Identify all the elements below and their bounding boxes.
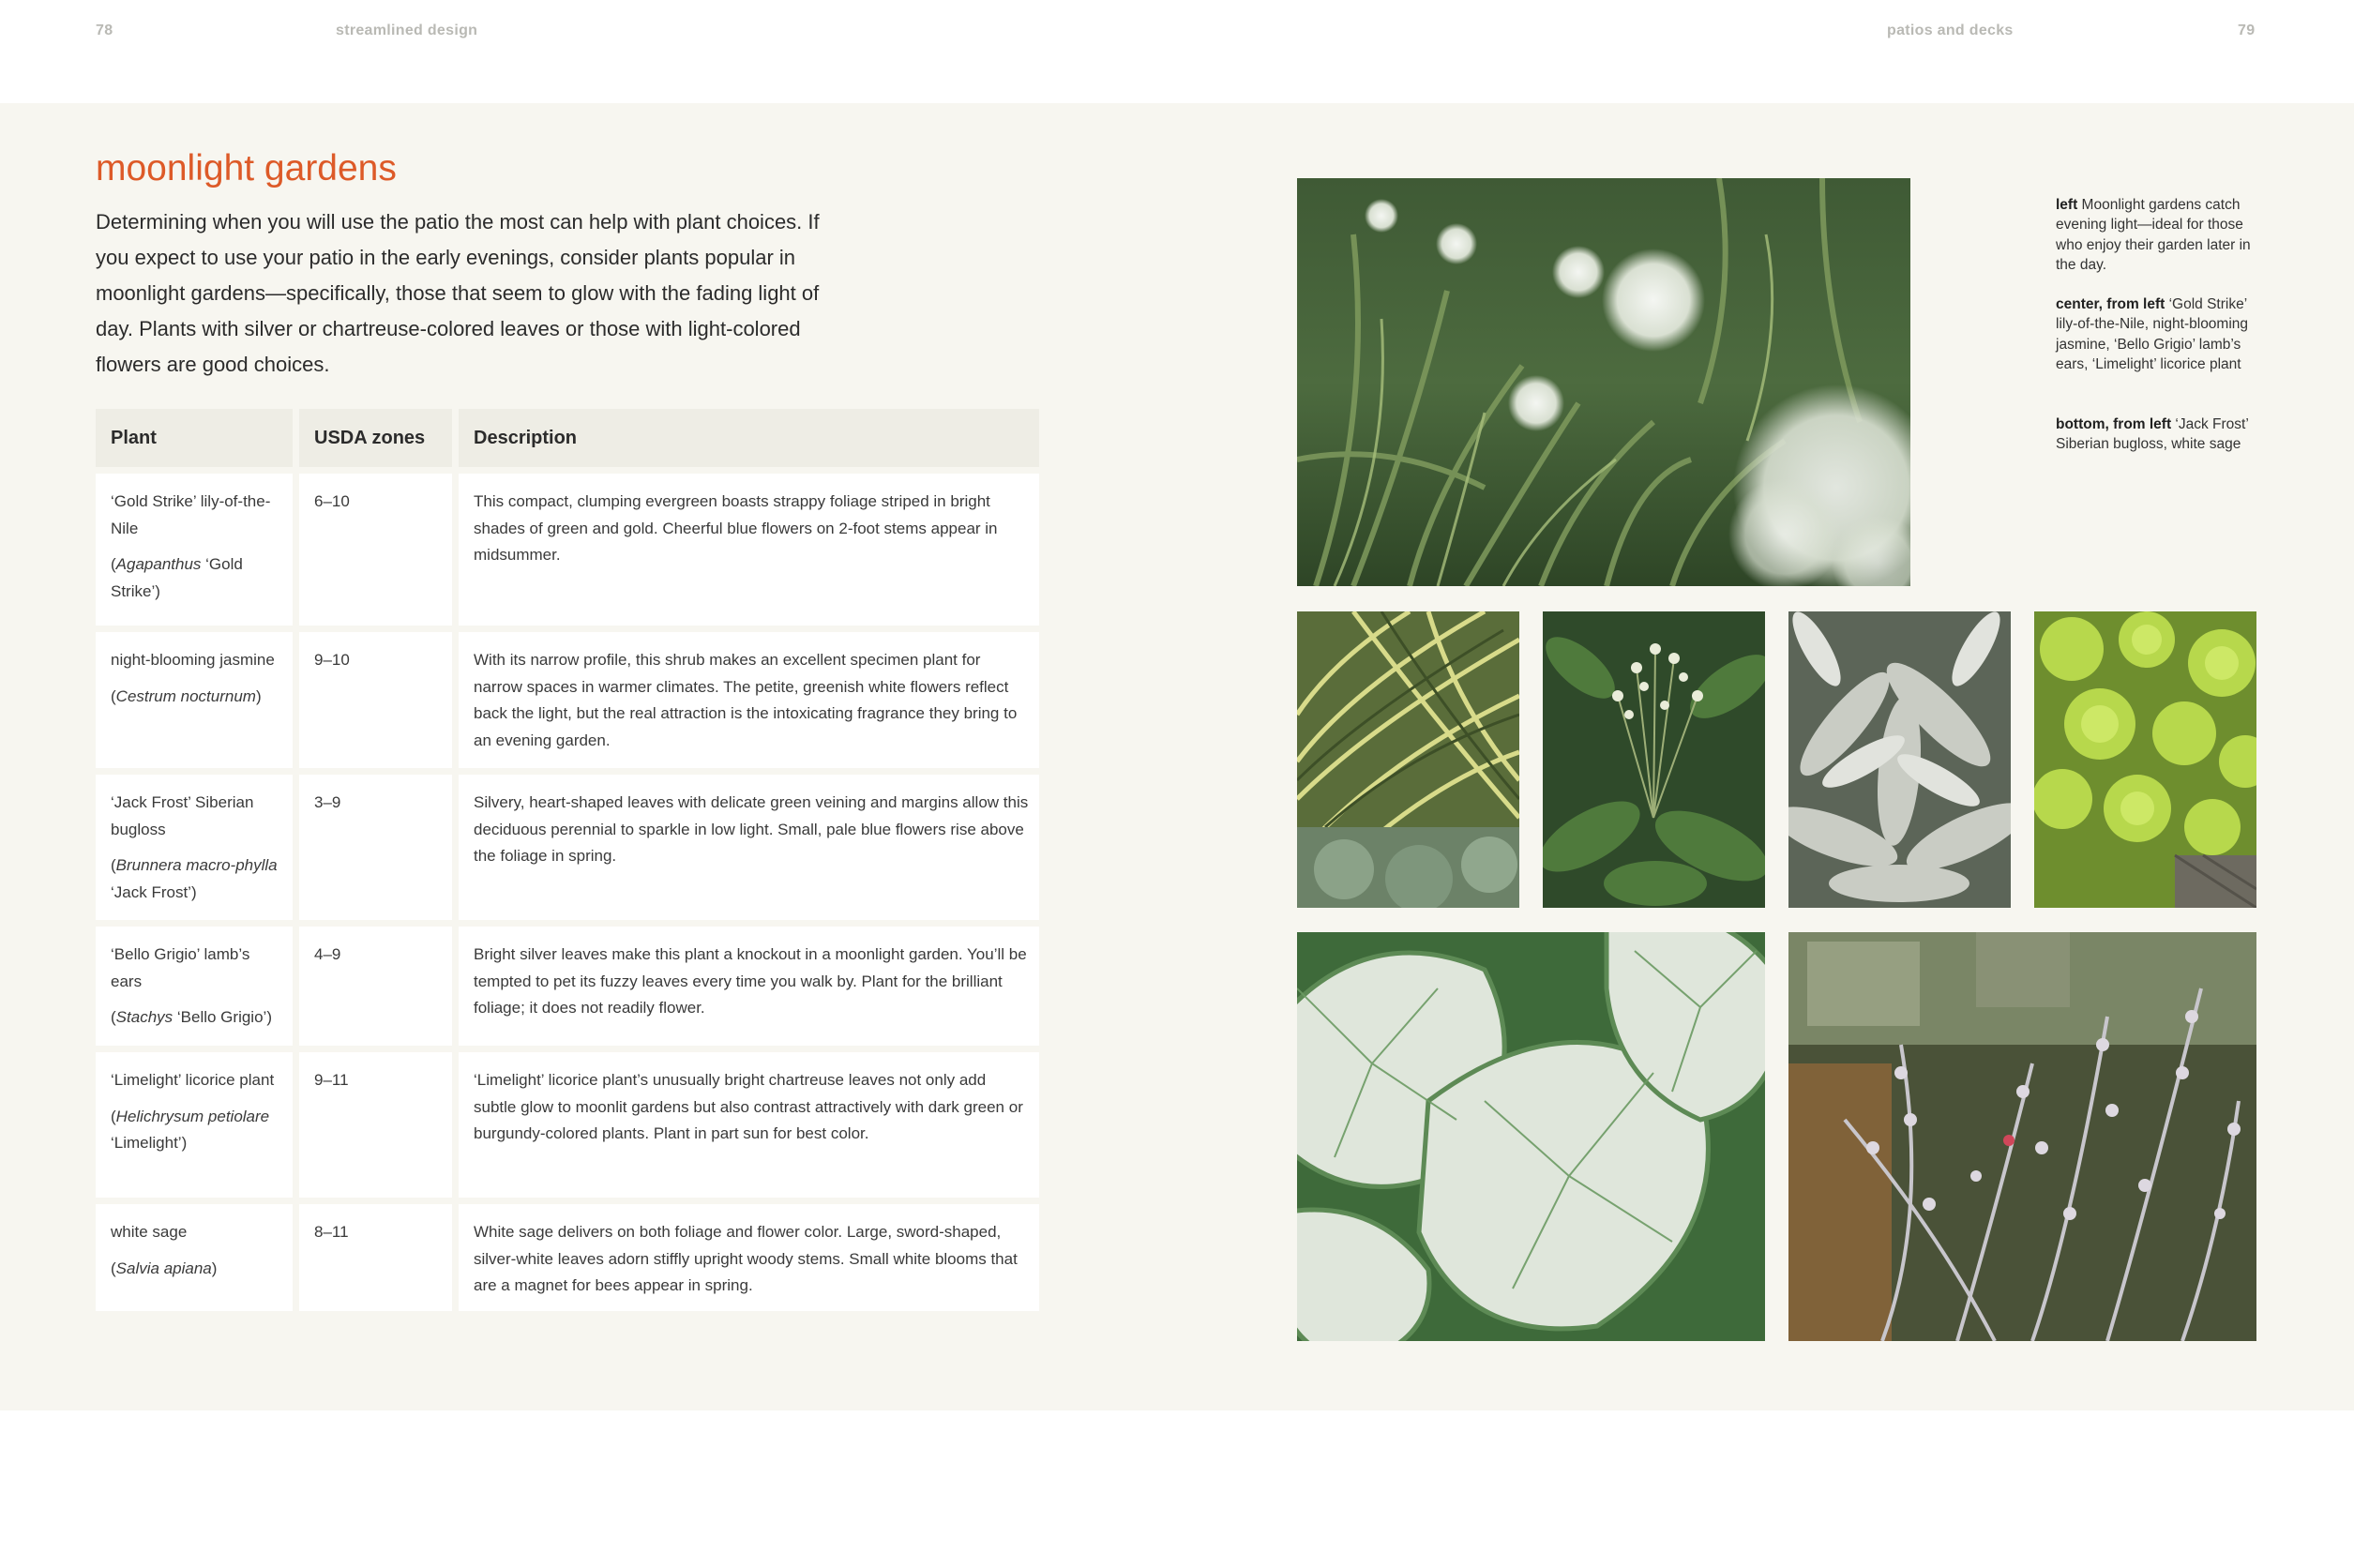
caption-left: left Moonlight gardens catch evening light—ideal for those who enjoy their garden later in the day. (2056, 197, 2251, 273)
column-header-description: Description (459, 409, 1039, 467)
plant-common-name: ‘Jack Frost’ Siberian bugloss (111, 793, 254, 838)
left-section-title: streamlined design (336, 23, 478, 38)
photo-night-blooming-jasmine (1543, 611, 1765, 908)
right-section-title: patios and decks (1887, 23, 2014, 38)
caption-bottom: bottom, from left ‘Jack Frost’ Siberian bugloss, white sage (2056, 416, 2249, 453)
table-row (96, 1204, 1039, 1311)
zones-cell: 9–10 (299, 632, 452, 768)
description-cell: This compact, clumping evergreen boasts strappy foliage striped in bright shades of green and gold. Cheerful blue flowers on 2-foot stems appear in midsummer. (459, 474, 1039, 626)
zones-cell: 4–9 (299, 927, 452, 1046)
plant-name-cell (96, 927, 293, 1046)
right-page-number: 79 (2238, 23, 2256, 38)
plant-name-cell (96, 775, 293, 920)
plant-botanical-name: (Brunnera macro-phylla ‘Jack Frost’) (111, 856, 278, 901)
photo-moonlight-garden (1297, 178, 1910, 586)
description-cell: White sage delivers on both foliage and flower color. Large, sword-shaped, silver-white leaves adorn stiffly upright woody stems. Small white blooms that are a magnet for bees appear in spring. (459, 1204, 1039, 1311)
plant-botanical-name: (Helichrysum petiolare ‘Limelight’) (111, 1107, 270, 1152)
photo-limelight-licorice-plant (2034, 611, 2256, 908)
plant-common-name: ‘Limelight’ licorice plant (111, 1071, 275, 1089)
description-cell: Silvery, heart-shaped leaves with delicate green veining and margins allow this deciduous perennial to sparkle in low light. Small, pale blue flowers rise above the foliage in spring. (459, 775, 1039, 920)
zones-cell: 9–11 (299, 1052, 452, 1198)
intro-paragraph: Determining when you will use the patio the most can help with plant choices. If you expect to use your patio in the early evenings, consider plants popular in moonlight gardens—specifically, those that seem to glow with the fading light of day. Plants with silver or chartreuse-colored leaves or those with light-colored flowers are good choices. (96, 210, 820, 376)
plant-botanical-name: (Cestrum nocturnum) (111, 686, 262, 705)
table-header-row (96, 409, 1039, 467)
plant-common-name: night-blooming jasmine (111, 651, 275, 669)
caption-center: center, from left ‘Gold Strike’ lily-of-the-Nile, night-blooming jasmine, ‘Bello Grigio’ lamb’s ears, ‘Limelight’ licorice plant (2056, 296, 2249, 372)
page-title: moonlight gardens (96, 148, 397, 188)
plant-botanical-name: (Agapanthus ‘Gold Strike’) (111, 555, 243, 600)
table-row (96, 1052, 1039, 1198)
plant-common-name: white sage (111, 1223, 188, 1241)
plant-common-name: ‘Gold Strike’ lily-of-the-Nile (111, 492, 271, 537)
plant-botanical-name: (Salvia apiana) (111, 1259, 218, 1277)
table-row (96, 632, 1039, 768)
plant-botanical-name: (Stachys ‘Bello Grigio’) (111, 1008, 272, 1026)
plant-name-cell (96, 1204, 293, 1311)
table-row (96, 775, 1039, 920)
table-row (96, 474, 1039, 626)
description-cell: With its narrow profile, this shrub makes an excellent specimen plant for narrow spaces in warmer climates. The petite, greenish white flowers reflect back the light, but the real attraction is the intoxicating fragrance they bring to an evening garden. (459, 632, 1039, 768)
photo-gold-strike-lily-of-the-nile (1297, 611, 1519, 908)
photo-bello-grigio-lambs-ears (1788, 611, 2011, 908)
table-row (96, 927, 1039, 1046)
zones-cell: 8–11 (299, 1204, 452, 1311)
description-cell: Bright silver leaves make this plant a knockout in a moonlight garden. You’ll be tempted to pet its fuzzy leaves every time you walk by. Plant for the brilliant foliage; it does not readily flower. (459, 927, 1039, 1046)
description-cell: ‘Limelight’ licorice plant’s unusually bright chartreuse leaves not only add subtle glow to moonlit gardens but also contrast attractively with dark green or burgundy-colored plants. Plant in part sun for best color. (459, 1052, 1039, 1198)
plant-name-cell (96, 632, 293, 768)
plant-name-cell (96, 1052, 293, 1198)
photo-white-sage (1788, 932, 2256, 1341)
plant-common-name: ‘Bello Grigio’ lamb’s ears (111, 945, 250, 990)
plant-table (89, 402, 1046, 1318)
column-header-zones: USDA zones (299, 409, 452, 467)
zones-cell: 6–10 (299, 474, 452, 626)
column-header-plant: Plant (96, 409, 293, 467)
plant-name-cell (96, 474, 293, 626)
zones-cell: 3–9 (299, 775, 452, 920)
photo-jack-frost-siberian-bugloss (1297, 932, 1765, 1341)
left-page-number: 78 (96, 23, 113, 38)
